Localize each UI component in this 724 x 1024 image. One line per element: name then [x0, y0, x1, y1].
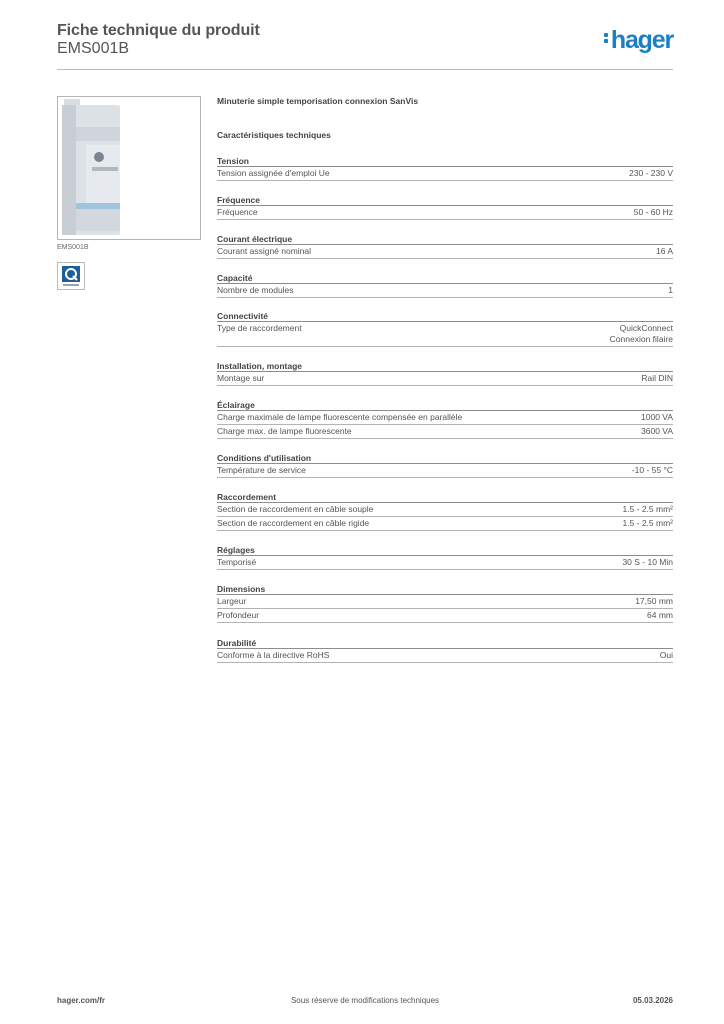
spec-value: 16 A	[655, 246, 673, 256]
spec-group-durabilite	[217, 638, 673, 663]
spec-value: -10 - 55 °C	[631, 465, 673, 475]
spec-value: 30 S - 10 Min	[622, 557, 673, 567]
quality-q-icon	[58, 263, 84, 289]
spec-label: Temporisé	[217, 557, 257, 567]
spec-label: Profondeur	[217, 610, 260, 620]
spec-label: Type de raccordement	[217, 323, 302, 333]
spec-group-frequence	[217, 195, 673, 220]
spec-row	[217, 464, 673, 478]
spec-group-raccordement	[217, 492, 673, 531]
spec-row	[217, 503, 673, 517]
group-title: Réglages	[217, 545, 673, 556]
hager-logo	[604, 26, 673, 55]
spec-value: 1000 VA	[641, 412, 673, 422]
spec-row	[217, 167, 673, 181]
group-title: Éclairage	[217, 400, 673, 411]
spec-value: 230 - 230 V	[629, 168, 673, 178]
spec-label: Charge maximale de lampe fluorescente compensée en parallèle	[217, 412, 463, 422]
group-title: Dimensions	[217, 584, 673, 595]
page-header	[57, 22, 673, 70]
spec-row	[217, 649, 673, 663]
spec-value: Oui	[659, 650, 673, 660]
din-module-icon	[58, 97, 200, 239]
section-heading: Caractéristiques techniques	[217, 130, 331, 140]
page-footer	[57, 996, 673, 1010]
group-title: Tension	[217, 156, 673, 167]
spec-row	[217, 284, 673, 298]
spec-value-line: QuickConnect	[619, 323, 673, 333]
spec-label: Courant assigné nominal	[217, 246, 312, 256]
product-description: Minuterie simple temporisation connexion SanVis	[217, 96, 419, 106]
group-title: Raccordement	[217, 492, 673, 503]
spec-label: Conforme à la directive RoHS	[217, 650, 330, 660]
spec-group-eclairage	[217, 400, 673, 439]
spec-row	[217, 609, 673, 623]
spec-row	[217, 517, 673, 531]
spec-label: Montage sur	[217, 373, 265, 383]
spec-label: Largeur	[217, 596, 247, 606]
spec-group-reglages	[217, 545, 673, 570]
spec-value: 50 - 60 Hz	[633, 207, 673, 217]
footer-disclaimer: Sous réserve de modifications techniques	[290, 996, 440, 1005]
spec-label: Température de service	[217, 465, 306, 475]
product-image	[57, 96, 201, 240]
group-title: Fréquence	[217, 195, 673, 206]
group-title: Conditions d'utilisation	[217, 453, 673, 464]
product-reference: EMS001B	[57, 40, 130, 57]
spec-group-conditions	[217, 453, 673, 478]
logo-text: hager	[610, 26, 673, 54]
spec-row	[217, 245, 673, 259]
spec-label: Section de raccordement en câble rigide	[217, 518, 370, 528]
spec-value: 1.5 - 2.5 mm²	[622, 518, 673, 528]
group-title: Courant électrique	[217, 234, 673, 245]
group-title: Capacité	[217, 273, 673, 284]
spec-row	[217, 595, 673, 609]
spec-row	[217, 425, 673, 439]
spec-group-dimensions	[217, 584, 673, 623]
spec-row	[217, 206, 673, 220]
spec-row	[217, 372, 673, 386]
footer-date: 05.03.2026	[632, 996, 673, 1005]
spec-value: Rail DIN	[641, 373, 673, 383]
spec-value: 1	[668, 285, 673, 295]
spec-label: Fréquence	[217, 207, 258, 217]
logo-dots-icon	[604, 31, 609, 45]
quality-badge	[57, 262, 85, 290]
spec-value: 1.5 - 2.5 mm²	[622, 504, 673, 514]
spec-row	[217, 556, 673, 570]
spec-row	[217, 322, 673, 347]
page-title: Fiche technique du produit	[57, 22, 260, 39]
spec-label: Nombre de modules	[217, 285, 294, 295]
spec-value: 17,50 mm	[635, 596, 673, 606]
spec-value: 64 mm	[647, 610, 673, 620]
group-title: Durabilité	[217, 638, 673, 649]
image-caption: EMS001B	[57, 244, 89, 251]
spec-value: 3600 VA	[641, 426, 673, 436]
group-title: Connectivité	[217, 311, 673, 322]
spec-label: Section de raccordement en câble souple	[217, 504, 374, 514]
spec-label: Charge max. de lampe fluorescente	[217, 426, 352, 436]
spec-row	[217, 411, 673, 425]
footer-website-link[interactable]: hager.com/fr	[57, 996, 106, 1005]
spec-group-courant	[217, 234, 673, 259]
spec-label: Tension assignée d'emploi Ue	[217, 168, 330, 178]
group-title: Installation, montage	[217, 361, 673, 372]
spec-value	[610, 323, 673, 345]
spec-group-tension	[217, 156, 673, 181]
spec-group-installation	[217, 361, 673, 386]
spec-group-capacite	[217, 273, 673, 298]
spec-value-line: Connexion filaire	[609, 334, 673, 344]
spec-group-connectivite	[217, 311, 673, 347]
